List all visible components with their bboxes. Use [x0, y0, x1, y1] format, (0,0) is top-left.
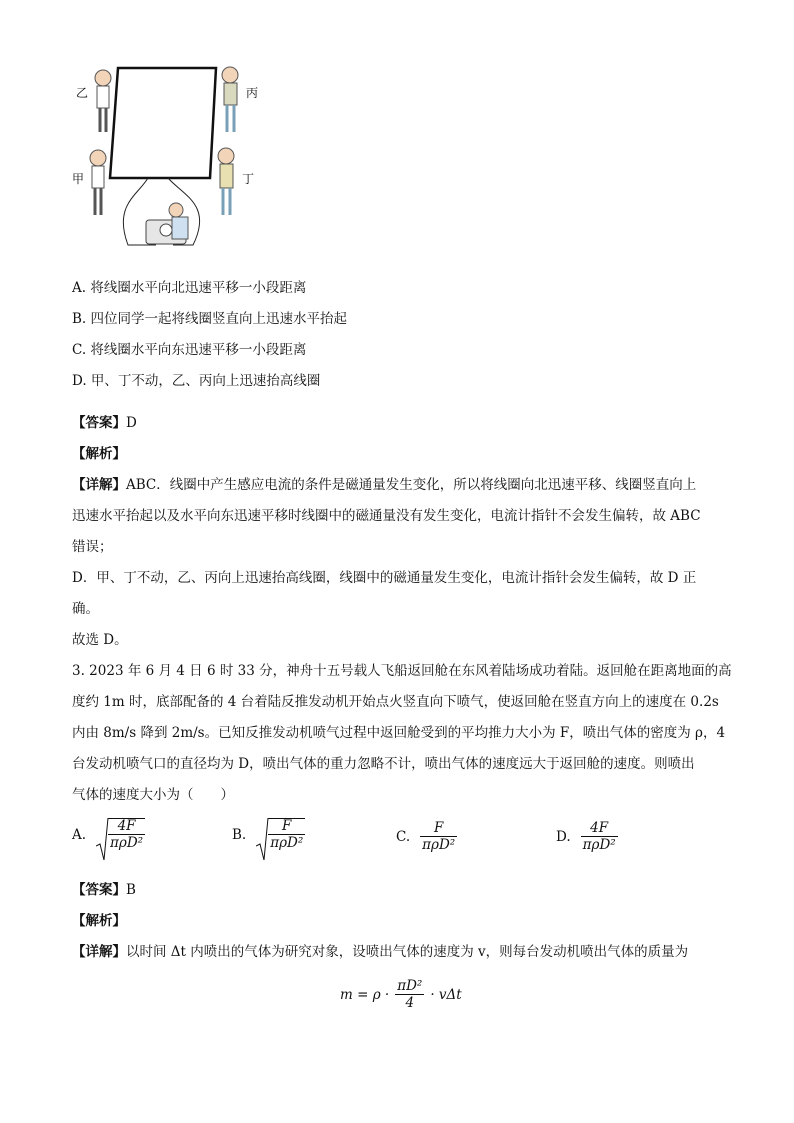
label-yi: 乙: [76, 86, 89, 100]
q2-analysis-tag: 【解析】: [72, 446, 126, 462]
detail-tag: 【详解】: [72, 477, 126, 493]
q3-option-c: C. $\frac{F}{\text{πρD²}}$: [396, 820, 456, 853]
q3-option-d: D. $\frac{4F}{\text{πρD²}}$: [556, 820, 616, 853]
q2-detail-line-4: D．甲、丁不动，乙、丙向上迅速抬高线圈，线圈中的磁通量发生变化，电流计指针会发生偏转，故 D 正: [72, 570, 697, 586]
detail-tag: 【详解】: [72, 944, 126, 960]
q2-option-c: C. 将线圈水平向东迅速平移一小段距离: [72, 342, 307, 358]
sqrt-sign: $\frac{F}{\text{πρD²}}$: [256, 818, 305, 851]
q2-detail-line-5: 确。: [72, 601, 99, 617]
q2-detail-line-2: 迅速水平抬起以及水平向东迅速平移时线圈中的磁通量没有发生变化，电流计指针不会发生偏转，故 ABC: [72, 508, 701, 524]
answer-value: D: [126, 415, 137, 431]
q2-option-a: A. 将线圈水平向北迅速平移一小段距离: [72, 280, 307, 296]
label-ding: 丁: [242, 172, 255, 186]
label-jia: 甲: [72, 172, 85, 186]
q3-analysis-tag: 【解析】: [72, 913, 126, 929]
q3-stem-line-4: 台发动机喷气口的直径均为 D，喷出气体的重力忽略不计，喷出气体的速度远大于返回舱的速度。则喷出: [72, 756, 695, 772]
coil-figure: [68, 60, 268, 260]
label-bing: 丙: [246, 86, 259, 100]
q2-detail-line-1: 【详解】ABC．线圈中产生感应电流的条件是磁通量发生变化，所以将线圈向北迅速平移、线圈竖直向上: [72, 477, 697, 493]
answer-value: B: [126, 882, 136, 898]
q3-stem-line-3: 内由 8m/s 降到 2m/s。已知反推发动机喷气过程中返回舱受到的平均推力大小为 F，喷出气体的密度为 ρ，4: [72, 725, 726, 741]
q3-answer: [72, 878, 136, 898]
q3-option-b: B. $\frac{F}{\text{πρD²}}$: [232, 818, 305, 851]
mass-formula: m = ρ · $\frac{\text{πD²}}{4}$ · vΔt: [340, 978, 462, 1011]
q2-detail-line-3: 错误；: [72, 539, 113, 555]
q2-option-d: D. 甲、丁不动，乙、丙向上迅速抬高线圈: [72, 373, 321, 389]
q2-answer: [72, 411, 137, 431]
sqrt-sign: $\frac{4F}{\text{πρD²}}$: [96, 818, 145, 851]
q3-stem-line-5: 气体的速度大小为（ ）: [72, 787, 234, 803]
q3-stem-line-2: 度约 1m 时，底部配备的 4 台着陆反推发动机开始点火竖直向下喷气，使返回舱在竖直方向上的速度在 0.2s: [72, 694, 719, 710]
coil-illustration: [68, 60, 268, 260]
q3-option-a: A. $\frac{4F}{\text{πρD²}}$: [72, 818, 145, 851]
q2-detail-line-6: 故选 D。: [72, 632, 128, 648]
q2-option-b: B. 四位同学一起将线圈竖直向上迅速水平抬起: [72, 311, 348, 327]
q3-detail-line: 【详解】以时间 Δt 内喷出的气体为研究对象，设喷出气体的速度为 v，则每台发动机喷出气体的质量为: [72, 944, 689, 960]
answer-tag: 【答案】: [72, 415, 126, 431]
q3-stem-line-1: 3. 2023 年 6 月 4 日 6 时 33 分，神舟十五号载人飞船返回舱在东风着陆场成功着陆。返回舱在距离地面的高: [72, 663, 732, 679]
answer-tag: 【答案】: [72, 882, 126, 898]
